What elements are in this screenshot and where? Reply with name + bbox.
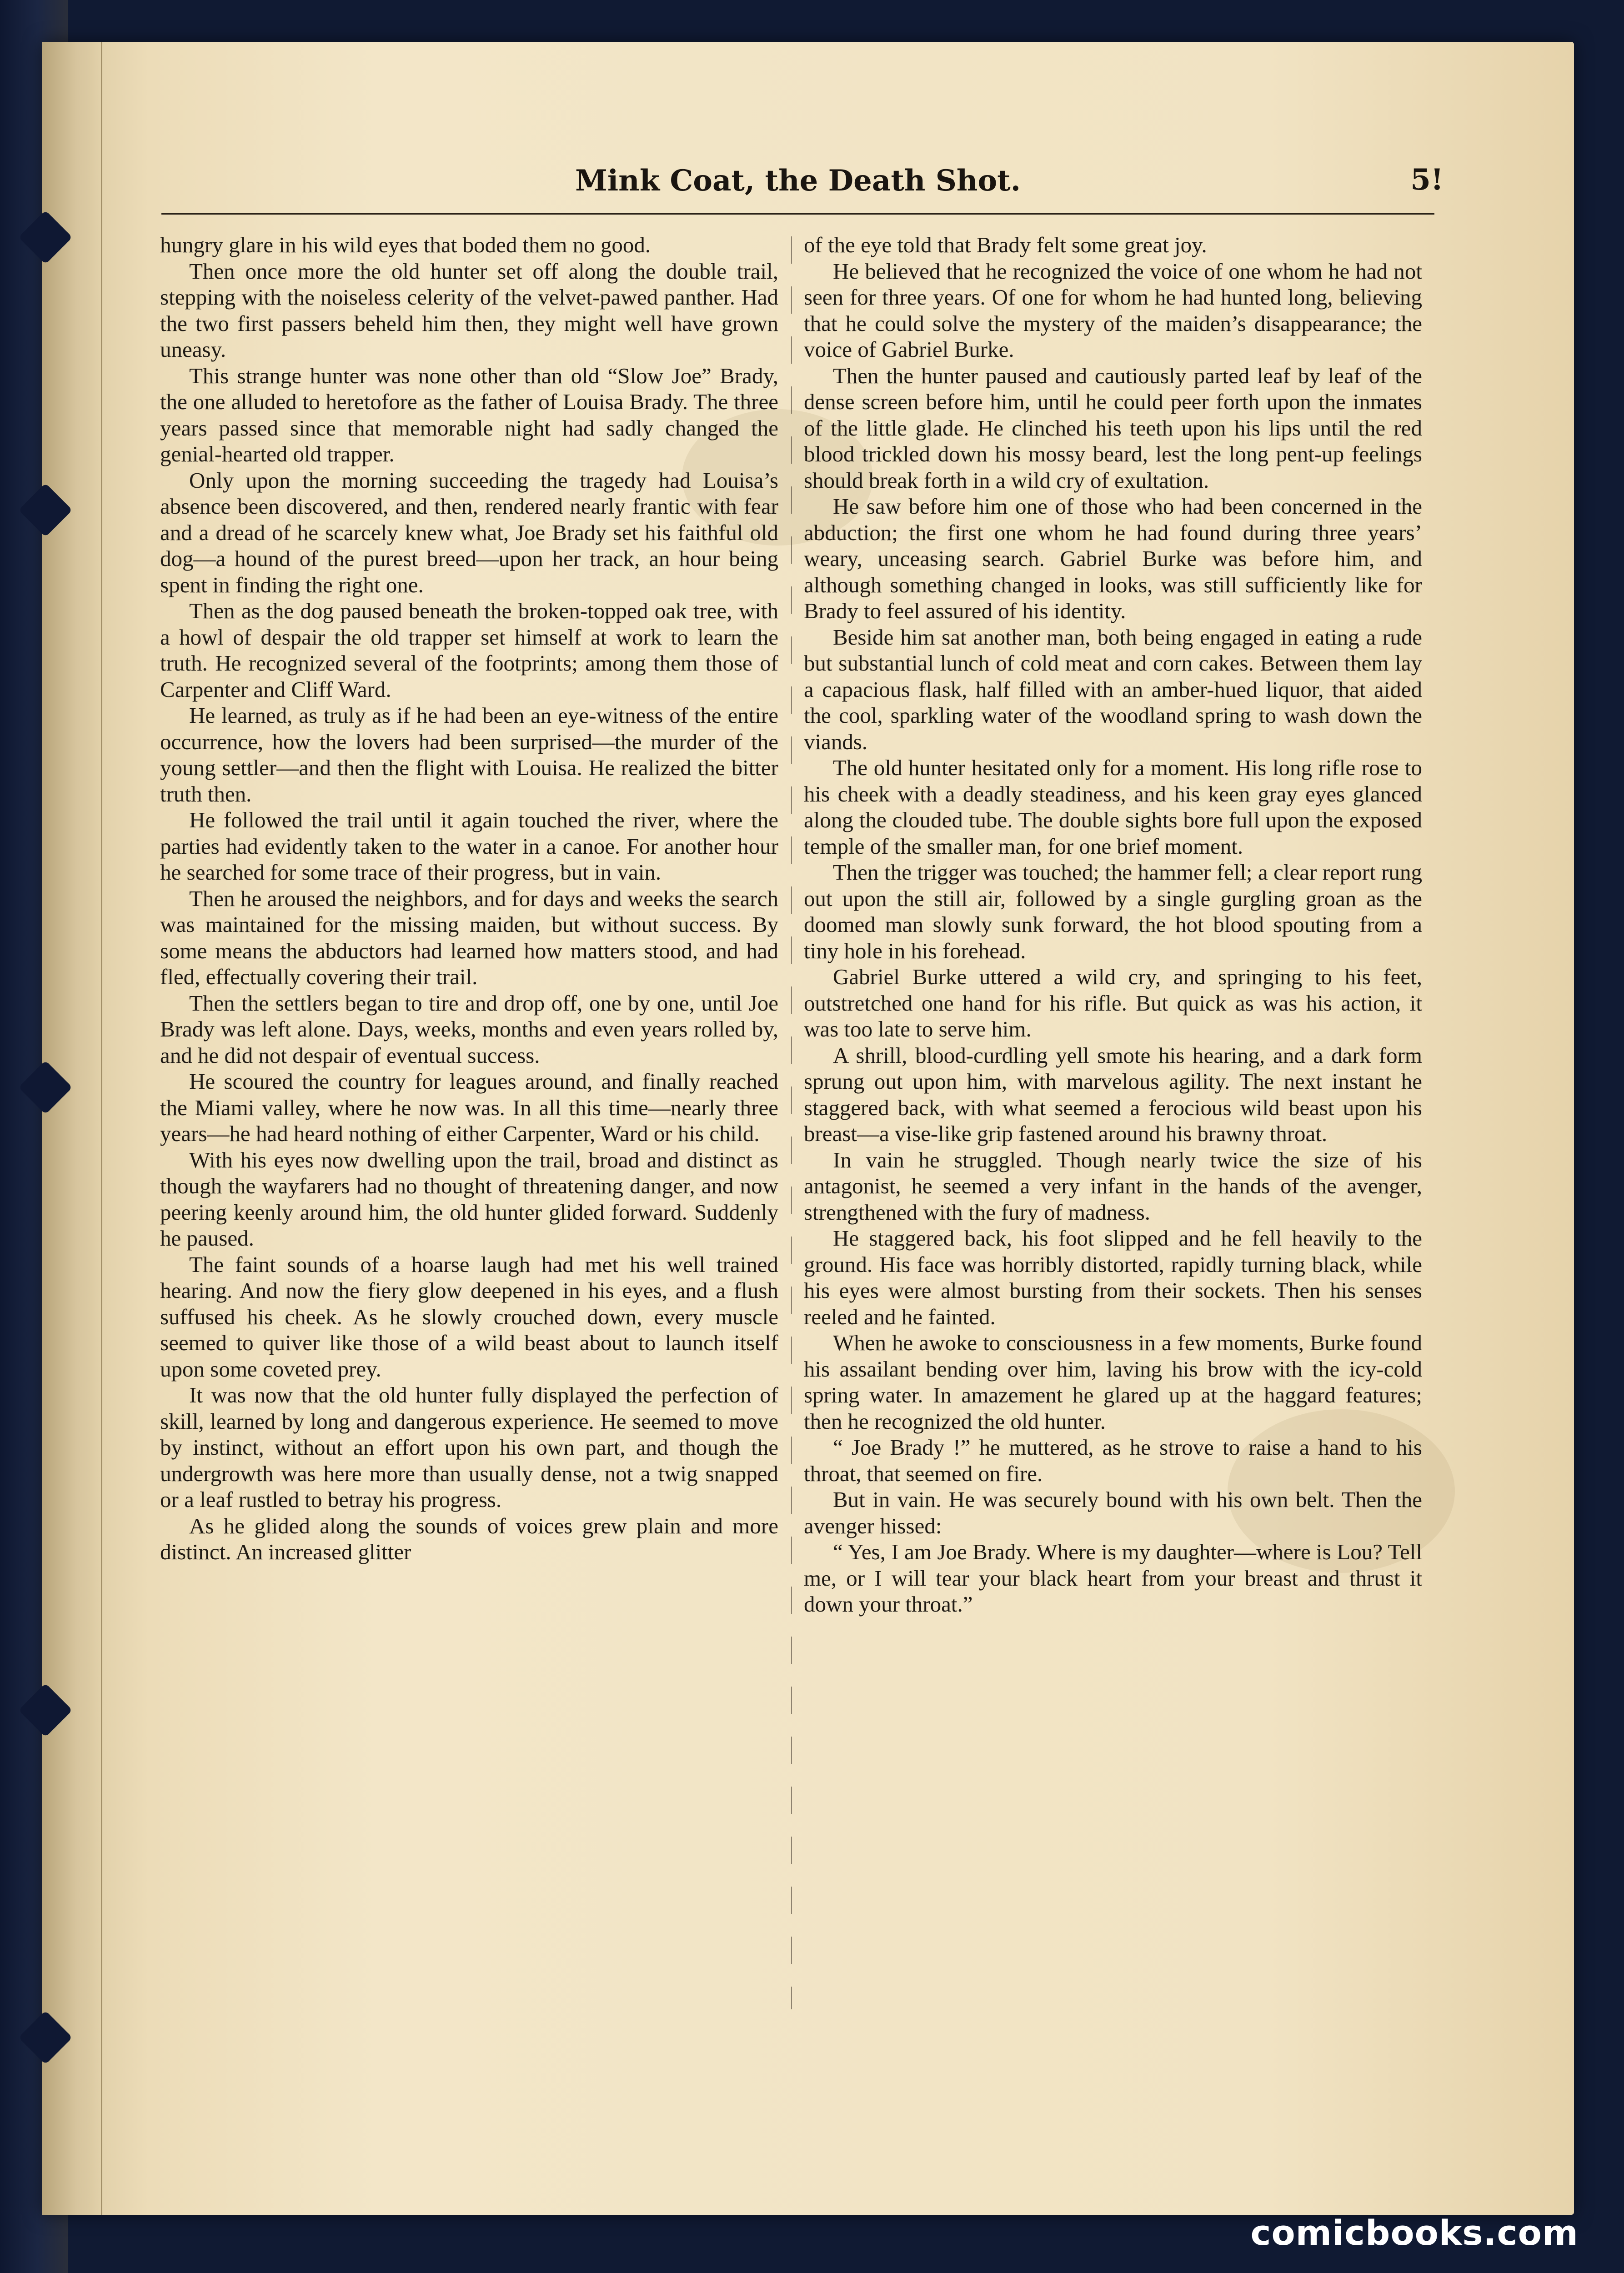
paragraph: He believed that he recognized the voice of one whom he had not seen for three years. Of one for whom he had hunted long, believing that he could solve the mystery of the maiden’s disappearance; the voice of Gabriel Burke. [804,258,1422,362]
page-binding-edge [42,42,102,2215]
paragraph: In vain he struggled. Though nearly twice the size of his antagonist, he seemed a very infant in the hands of the avenger, strengthened with the fury of madness. [804,1147,1422,1225]
paragraph: Then the settlers began to tire and drop off, one by one, until Joe Brady was left alone. Days, weeks, months and even years rolled by, and he did not despair of eventual success. [160,990,778,1068]
watermark: comicbooks.com [1250,2213,1579,2253]
page-number: 5! [1410,163,1444,197]
paragraph: “ Yes, I am Joe Brady. Where is my daughter—where is Lou? Tell me, or I will tear your black heart from your breast and thrust it down your throat.” [804,1539,1422,1617]
paragraph: He staggered back, his foot slipped and he fell heavily to the ground. His face was horribly distorted, rapidly turning black, while his eyes were almost bursting from their sockets. Then his senses reeled and he fainted. [804,1226,1422,1329]
paragraph: Beside him sat another man, both being engaged in eating a rude but substantial lunch of cold meat and corn cakes. Between them lay a capacious flask, half filled with an amber-hued liquor, that aided the cool, sparkling water of the woodland spring to wash down the viands. [804,624,1422,754]
text-column-right [804,232,1422,1617]
paragraph: “ Joe Brady !” he muttered, as he strove to raise a hand to his throat, that seemed on fire. [804,1435,1422,1486]
paragraph: The faint sounds of a hoarse laugh had met his well trained hearing. And now the fiery glow deepened in his eyes, and a flush suffused his cheek. As he slowly crouched down, every muscle seemed to quiver like those of a wild beast about to launch itself upon some coveted prey. [160,1252,778,1382]
paragraph: He followed the trail until it again touched the river, where the parties had evidently taken to the water in a canoe. For another hour he searched for some trace of their progress, but in vain. [160,807,778,885]
paragraph: Then once more the old hunter set off along the double trail, stepping with the noiseless celerity of the velvet-pawed panther. Had the two first passers beheld him then, they might well have grown uneasy. [160,258,778,362]
paragraph: When he awoke to consciousness in a few moments, Burke found his assailant bending over him, laving his brow with the icy-cold spring water. In amazement he glared up at the haggard features; then he recognized the old hunter. [804,1330,1422,1434]
paragraph: hungry glare in his wild eyes that boded them no good. [160,232,651,257]
paragraph: This strange hunter was none other than old “Slow Joe” Brady, the one alluded to heretofore as the father of Louisa Brady. The three years passed since that memorable night had sadly changed the genial-hearted old trapper. [160,363,778,466]
paragraph: Then as the dog paused beneath the broken-topped oak tree, with a howl of despair the old trapper set himself at work to learn the truth. He recognized several of the footprints; among them those of Carpenter and Cliff Ward. [160,598,778,702]
paragraph: As he glided along the sounds of voices grew plain and more distinct. An increased glitter [160,1513,778,1564]
header-rule [161,213,1434,215]
paragraph: It was now that the old hunter fully displayed the perfection of skill, learned by long and dangerous experience. He seemed to move by instinct, without an effort upon his own part, and though the undergrowth was here more than usually dense, not a twig snapped or a leaf rustled to betray his progress. [160,1382,778,1512]
running-header [161,155,1444,209]
paragraph: He saw before him one of those who had been concerned in the abduction; the first one whom he had found during three years’ weary, unceasing search. Gabriel Burke was before him, and although something changed in looks, was still sufficiently like for Brady to feel assured of his identity. [804,494,1422,623]
text-column-left [160,232,778,1565]
paragraph: He scoured the country for leagues around, and finally reached the Miami valley, where he now was. In all this time—nearly three years—he had heard nothing of either Carpenter, Ward or his child. [160,1069,778,1146]
paragraph: Only upon the morning succeeding the tragedy had Louisa’s absence been discovered, and then, rendered nearly frantic with fear and a dread of he scarcely knew what, Joe Brady set his faithful old dog—a hound of the purest breed—upon her track, an hour being spent in finding the right one. [160,467,778,597]
paragraph: Then the hunter paused and cautiously parted leaf by leaf of the dense screen before him, until he could peer forth upon the inmates of the little glade. He clinched his teeth upon his lips until the red blood trickled down his mossy beard, lest the long pent-up feelings should break forth in a wild cry of exultation. [804,363,1422,493]
paragraph: With his eyes now dwelling upon the trail, broad and distinct as though the wayfarers had no thought of threatening danger, and now peering keenly around him, the old hunter glided forward. Suddenly he paused. [160,1147,778,1251]
column-divider [791,236,792,2009]
header-title: Mink Coat, the Death Shot. [575,164,1021,198]
paragraph: The old hunter hesitated only for a moment. His long rifle rose to his cheek with a deadly steadiness, and his keen gray eyes glanced along the clouded tube. The double sights bore full upon the exposed temple of the smaller man, for one brief moment. [804,755,1422,859]
paragraph: But in vain. He was securely bound with his own belt. Then the avenger hissed: [804,1487,1422,1538]
paragraph: A shrill, blood-curdling yell smote his hearing, and a dark form sprung out upon him, with marvelous agility. The next instant he staggered back, with what seemed a ferocious wild beast upon his breast—a vise-like grip fastened around his brawny throat. [804,1042,1422,1146]
paragraph: He learned, as truly as if he had been an eye-witness of the entire occurrence, how the lovers had been surprised—the murder of the young settler—and then the flight with Louisa. He realized the bitter truth then. [160,703,778,806]
paragraph: Then the trigger was touched; the hammer fell; a clear report rung out upon the still air, followed by a single gurgling groan as the doomed man slowly sunk forward, the hot blood spouting from a tiny hole in his forehead. [804,860,1422,963]
paragraph: Gabriel Burke uttered a wild cry, and springing to his feet, outstretched one hand for his rifle. But quick as was his action, it was too late to serve him. [804,964,1422,1041]
paragraph: Then he aroused the neighbors, and for days and weeks the search was maintained for the missing maiden, but without success. By some means the abductors had learned how matters stood, and had fled, effectually covering their trail. [160,886,778,989]
paragraph: of the eye told that Brady felt some great joy. [804,232,1207,257]
